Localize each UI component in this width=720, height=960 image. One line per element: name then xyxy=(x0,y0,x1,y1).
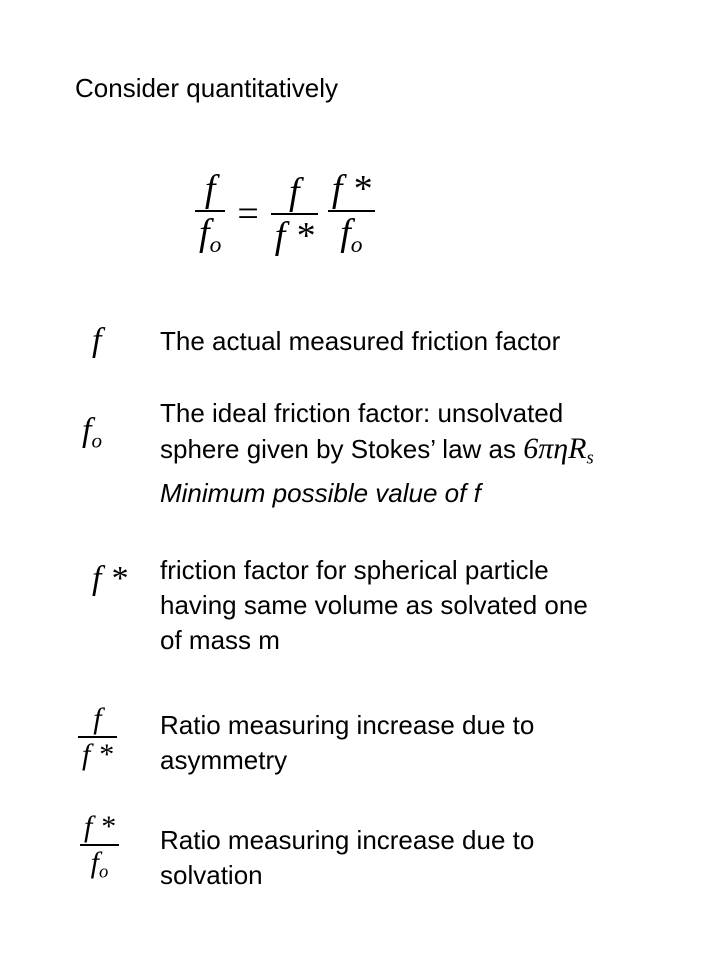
ratio-solvation-numerator: f * xyxy=(84,810,115,843)
heading: Consider quantitatively xyxy=(75,73,339,103)
ratio1-fraction xyxy=(271,171,318,257)
ratio-solvation-symbol xyxy=(80,810,119,884)
lhs-den-base: f xyxy=(199,212,210,254)
symbol-f: f xyxy=(92,322,102,359)
ratio1-numerator: f xyxy=(289,170,300,213)
symbol-fo xyxy=(82,412,102,453)
ratio1-denominator: f * xyxy=(274,214,314,257)
ratio-solvation-fraction xyxy=(80,810,119,884)
symbol-fo-base: f xyxy=(82,412,92,449)
ratio2-den-sub: o xyxy=(350,232,363,259)
lhs-den-sub: o xyxy=(209,232,222,259)
stokes-expression xyxy=(523,432,594,469)
definition-fstar-line1: friction factor for spherical particle xyxy=(160,555,549,585)
stokes-expr-main: 6πηR xyxy=(523,432,587,465)
symbol-fo-sub: o xyxy=(91,428,102,453)
ratio2-den-base: f xyxy=(340,212,351,254)
ratio2-fraction xyxy=(328,168,375,260)
definition-fo-line2-text: sphere given by Stokes’ law as xyxy=(160,434,517,464)
equals-sign: = xyxy=(237,192,259,235)
ratio2-numerator: f * xyxy=(331,168,371,210)
definition-ratio-solvation xyxy=(160,823,705,893)
ratio-asymmetry-numerator: f xyxy=(93,702,102,735)
ratio-solvation-line1: Ratio measuring increase due to xyxy=(160,825,535,855)
ratio-asymmetry-denominator: f * xyxy=(82,738,113,771)
definition-fstar xyxy=(160,553,705,658)
definition-fo-line1: The ideal friction factor: unsolvated xyxy=(160,398,564,428)
definition-f: The actual measured friction factor xyxy=(160,326,561,356)
ratio-asymmetry-symbol xyxy=(78,702,117,772)
ratio-asymmetry-line1: Ratio measuring increase due to xyxy=(160,710,535,740)
stokes-expr-sub: s xyxy=(586,447,594,469)
definition-fo-line3: Minimum possible value of f xyxy=(160,477,481,508)
definition-fstar-line3: of mass m xyxy=(160,625,280,655)
definition-ratio-asymmetry xyxy=(160,708,705,778)
main-equation xyxy=(195,168,375,260)
symbol-fstar: f * xyxy=(92,560,127,597)
ratio-asymmetry-line2: asymmetry xyxy=(160,745,288,775)
ratio-solvation-den-sub: o xyxy=(98,861,109,883)
ratio2-denominator xyxy=(336,212,366,260)
definition-fo-line2 xyxy=(160,431,705,476)
definition-fstar-line2: having same volume as solvated one xyxy=(160,590,588,620)
lhs-fraction xyxy=(195,168,225,260)
ratio-solvation-line2: solvation xyxy=(160,860,263,890)
ratio-solvation-denominator xyxy=(87,846,113,884)
definition-fo xyxy=(160,396,705,511)
ratio-asymmetry-fraction xyxy=(78,702,117,772)
lhs-denominator xyxy=(195,212,225,260)
lhs-numerator: f xyxy=(204,168,216,210)
ratio-solvation-den-base: f xyxy=(90,846,99,879)
